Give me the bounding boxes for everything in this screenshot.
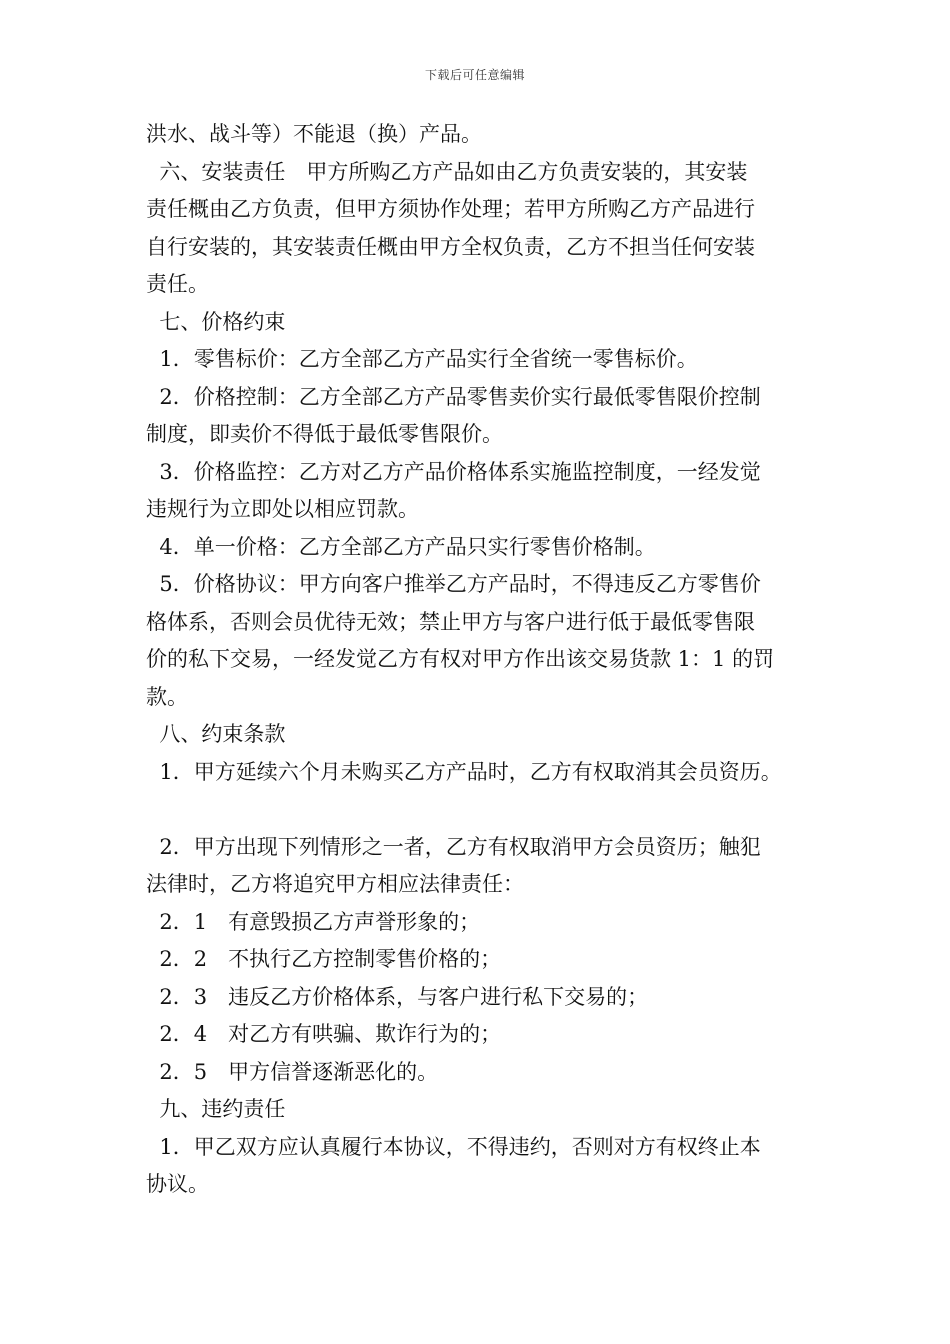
text-line: 格体系，否则会员优待无效；禁止甲方与客户进行低于最低零售限 [146, 609, 755, 634]
text-line: 责任概由乙方负责，但甲方须协作处理；若甲方所购乙方产品进行 [146, 197, 755, 221]
text-line: 洪水、战斗等）不能退（换）产品。 [146, 122, 482, 146]
section-heading-line: 九、违约责任 [146, 1097, 286, 1121]
section-heading-line: 八、约束条款 [146, 722, 286, 746]
clause-line: 2．甲方出现下列情形之一者，乙方有权取消甲方会员资历；触犯 [146, 834, 761, 859]
text-line: 自行安装的，其安装责任概由甲方全权负责，乙方不担当任何安装 [146, 234, 755, 259]
sub-clause-line: 2．4 对乙方有哄骗、欺诈行为的； [146, 1022, 502, 1046]
blank-line [146, 791, 826, 829]
clause-line: 3．价格监控：乙方对乙方产品价格体系实施监控制度，一经发觉 [146, 459, 761, 484]
clause-line: 1．甲方延续六个月未购买乙方产品时，乙方有权取消其会员资历。 [146, 759, 782, 784]
section-heading-line: 七、价格约束 [146, 309, 286, 334]
clause-line: 1．零售标价：乙方全部乙方产品实行全省统一零售标价。 [146, 347, 698, 371]
text-line: 价的私下交易，一经发觉乙方有权对甲方作出该交易货款 1：1 的罚 [146, 647, 775, 671]
page-header-note: 下载后可任意编辑 [424, 68, 525, 82]
section-heading-line: 六、安装责任 甲方所购乙方产品如由乙方负责安装的，其安装 [146, 159, 748, 184]
sub-clause-line: 2．5 甲方信誉逐渐恶化的。 [146, 1059, 439, 1084]
clause-line: 5．价格协议：甲方向客户推举乙方产品时，不得违反乙方零售价 [146, 572, 761, 596]
text-line: 制度，即卖价不得低于最低零售限价。 [146, 422, 503, 446]
text-line: 款。 [146, 684, 188, 709]
text-line: 法律时，乙方将追究甲方相应法律责任： [146, 872, 524, 896]
text-line: 违规行为立即处以相应罚款。 [146, 497, 419, 521]
sub-clause-line: 2．1 有意毁损乙方声誉形象的； [146, 909, 481, 934]
text-line: 协议。 [146, 1172, 209, 1196]
sub-clause-line: 2．2 不执行乙方控制零售价格的； [146, 947, 502, 971]
clause-line: 4．单一价格：乙方全部乙方产品只实行零售价格制。 [146, 534, 656, 559]
sub-clause-line: 2．3 违反乙方价格体系，与客户进行私下交易的； [146, 984, 649, 1009]
document-body [146, 116, 826, 1204]
clause-line: 1．甲乙双方应认真履行本协议，不得违约，否则对方有权终止本 [146, 1134, 761, 1159]
clause-line: 2．价格控制：乙方全部乙方产品零售卖价实行最低零售限价控制 [146, 384, 761, 409]
text-line: 责任。 [146, 272, 209, 296]
